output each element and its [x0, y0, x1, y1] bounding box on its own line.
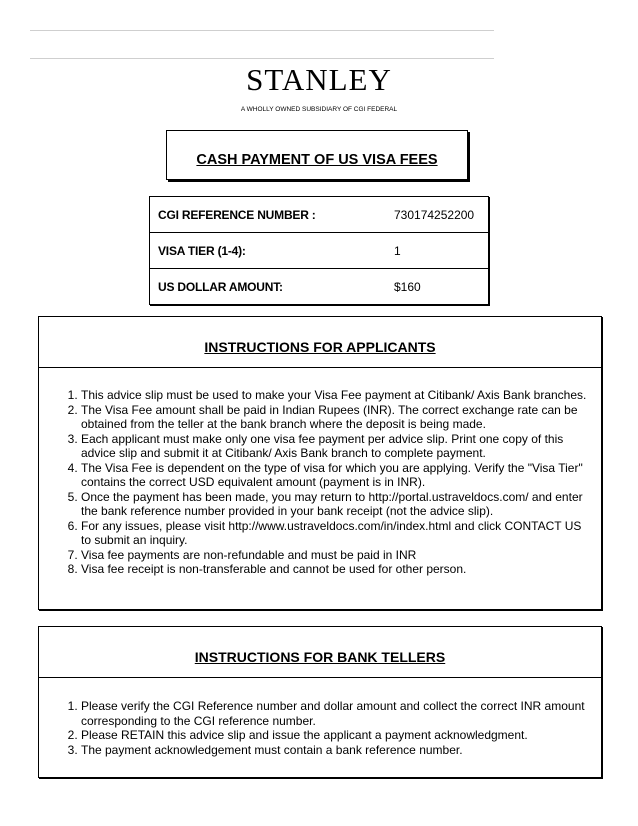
reference-number-label: CGI REFERENCE NUMBER :: [150, 197, 387, 233]
top-rule: [30, 30, 494, 31]
applicants-list: [39, 368, 601, 577]
tellers-heading: INSTRUCTIONS FOR BANK TELLERS: [194, 649, 446, 665]
list-item: 3. Each applicant must make only one visa fee payment per advice slip. Print one copy of this advice slip and submit it at Citibank/ Axis Bank branch to complete payment.: [81, 432, 587, 461]
company-logo: STANLEY: [246, 62, 392, 97]
list-item: 1. This advice slip must be used to make your Visa Fee payment at Citibank/ Axis Bank branches.: [81, 388, 587, 403]
visa-tier-label: VISA TIER (1-4):: [150, 233, 387, 269]
table-row: [150, 269, 489, 305]
reference-table: [149, 196, 489, 305]
tellers-header: [39, 627, 601, 678]
list-item: 1. Please verify the CGI Reference number and dollar amount and collect the correct INR amount corresponding to the CGI reference number.: [81, 699, 587, 728]
visa-tier-value: 1: [386, 233, 489, 269]
dollar-amount-value: $160: [394, 279, 421, 294]
tellers-list: [39, 678, 601, 757]
dollar-amount-label: US DOLLAR AMOUNT:: [158, 279, 283, 294]
list-item: 2. The Visa Fee amount shall be paid in Indian Rupees (INR). The correct exchange rate can be obtained from the teller at the bank branch where the deposit is being made.: [81, 403, 587, 432]
list-item: 6. For any issues, please visit http://www.ustraveldocs.com/in/index.html and click CONTACT US to submit an inquiry.: [81, 519, 587, 548]
second-rule: [30, 58, 494, 59]
table-row: [150, 197, 489, 233]
list-item: 7. Visa fee payments are non-refundable and must be paid in INR: [81, 548, 587, 563]
tellers-section: [38, 626, 602, 778]
page-title: CASH PAYMENT OF US VISA FEES: [196, 152, 438, 168]
title-box: [166, 130, 468, 180]
reference-number-value: 730174252200: [386, 197, 489, 233]
list-item: 4. The Visa Fee is dependent on the type of visa for which you are applying. Verify the "Visa Tier" contains the correct USD equivalent amount (payment is in INR).: [81, 461, 587, 490]
table-row: [150, 233, 489, 269]
list-item: 3. The payment acknowledgement must contain a bank reference number.: [81, 743, 587, 758]
applicants-heading: INSTRUCTIONS FOR APPLICANTS: [204, 339, 436, 355]
applicants-header: [39, 317, 601, 368]
list-item: 2. Please RETAIN this advice slip and issue the applicant a payment acknowledgment.: [81, 728, 587, 743]
list-item: 8. Visa fee receipt is non-transferable and cannot be used for other person.: [81, 562, 587, 577]
applicants-section: [38, 316, 602, 610]
subsidiary-line: A WHOLLY OWNED SUBSIDIARY OF CGI FEDERAL: [240, 106, 398, 113]
list-item: 5. Once the payment has been made, you may return to http://portal.ustraveldocs.com/ and enter the bank reference number provided in your bank receipt (not the advice slip).: [81, 490, 587, 519]
